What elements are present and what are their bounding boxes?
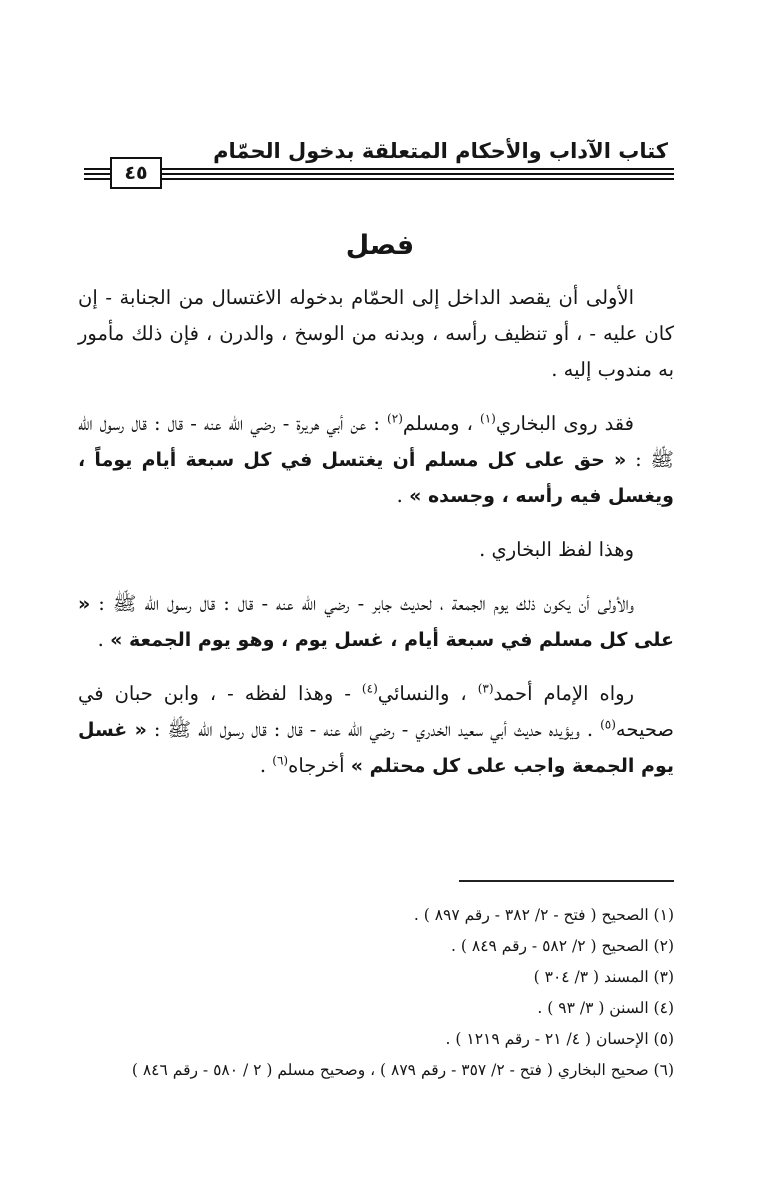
paragraph-5-text-d: . ويؤيده حديث أبي سعيد الخدري - رضي الله عنه - قال : قال رسول الله ﷺ : [146,718,601,741]
paragraph-4-text-a: والأولى أن يكون ذلك يوم الجمعة ، لحديث جابر - رضي الله عنه - قال : قال رسول الله ﷺ : [90,592,634,615]
footnote-1: (١) الصحيح ( فتح - ٢/ ٣٨٢ - رقم ٨٩٧ ) . [413,906,674,924]
paragraph-5-text-c: - وهذا لفظه - ، وابن حبان في صحيحه [78,682,674,741]
footnote-4: (٤) السنن ( ٣/ ٩٣ ) . [537,999,674,1017]
header-rule-line-middle [84,173,674,175]
main-text [78,280,674,802]
footnote-2: (٢) الصحيح ( ٢/ ٥٨٢ - رقم ٨٤٩ ) . [451,937,674,955]
running-header-title: كتاب الآداب والأحكام المتعلقة بدخول الحمّام [213,139,668,163]
paragraph-5-text-f: . [259,754,273,777]
paragraph-1 [78,280,674,388]
footnote-ref-4: (٤) [361,681,378,696]
footnote-5: (٥) الإحسان ( ٤/ ٢١ - رقم ١٢١٩ ) . [445,1030,674,1048]
paragraph-2-text-a: فقد روى البخاري [495,412,634,435]
paragraph-1-text: الأولى أن يقصد الداخل إلى الحمّام بدخوله الاغتسال من الجنابة - إن كان عليه - ، أو تنظيف رأسه ، وبدنه من الوسخ ، والدرن ، فإن ذلك مأمور به مندوب إليه . [78,286,674,381]
paragraph-2-text-c: : عن أبي هريرة - رضي الله عنه - قال : قال رسول الله ﷺ : [78,412,674,471]
paragraph-2-text-d: . [396,484,410,507]
header-rule-line-top [84,168,674,170]
footnote-ref-2: (٢) [387,411,403,426]
section-heading: فصل [345,230,415,261]
footnote-ref-6: (٦) [272,753,289,768]
paragraph-5-text-a: رواه الإمام أحمد [493,682,634,705]
footnote-3: (٣) المسند ( ٣/ ٣٠٤ ) [533,968,674,986]
footnote-6: (٦) صحيح البخاري ( فتح - ٢/ ٣٥٧ - رقم ٨٧٩ ) ، وصحيح مسلم ( ٢ / ٥٨٠ - رقم ٨٤٦ ) [131,1061,674,1079]
footnote-separator [459,880,674,882]
footnote-ref-3: (٣) [477,681,494,696]
page-number: ٤٥ [110,157,162,189]
paragraph-3-text: وهذا لفظ البخاري . [479,538,634,561]
hadith-quote-1: « حق على كل مسلم أن يغتسل في كل سبعة أيام يوماً ، ويغسل فيه رأسه ، وجسده » [78,449,674,507]
hadith-quote-2: « على كل مسلم في سبعة أيام ، غسل يوم ، وهو يوم الجمعة » [78,593,674,651]
paragraph-4-text-b: . [97,628,111,651]
paragraph-2 [78,406,674,514]
paragraph-5-text-e: أخرجاه [288,754,351,777]
hadith-quote-3: « غسل يوم الجمعة واجب على كل محتلم » [78,719,674,777]
paragraph-4 [78,586,674,658]
paragraph-2-text-b: ، ومسلم [402,412,481,435]
paragraph-5 [78,676,674,784]
paragraph-5-text-b: ، والنسائي [377,682,478,705]
paragraph-3 [78,532,674,568]
footnote-ref-1: (١) [480,411,496,426]
header-rule-line-bottom [84,178,674,180]
header-rule [84,164,674,186]
footnote-ref-5: (٥) [600,717,616,732]
footnotes-list [74,900,674,1086]
